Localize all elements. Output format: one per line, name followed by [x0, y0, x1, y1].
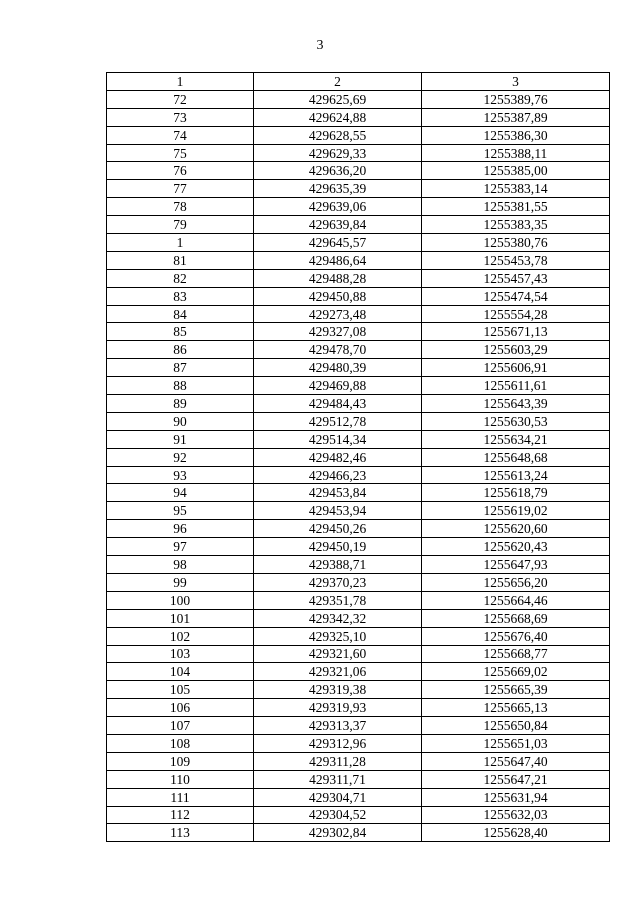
- point-number-cell: 107: [107, 717, 254, 735]
- table-row: [107, 198, 610, 216]
- x-coordinate-cell: 429302,84: [254, 824, 422, 842]
- y-coordinate-cell: 1255671,13: [422, 323, 610, 341]
- table-row: [107, 734, 610, 752]
- x-coordinate-cell: 429304,52: [254, 806, 422, 824]
- point-number-cell: 72: [107, 90, 254, 108]
- y-coordinate-cell: 1255631,94: [422, 788, 610, 806]
- table-row: [107, 538, 610, 556]
- point-number-cell: 1: [107, 234, 254, 252]
- point-number-cell: 78: [107, 198, 254, 216]
- point-number-cell: 108: [107, 734, 254, 752]
- point-number-cell: 92: [107, 448, 254, 466]
- table-header: [107, 73, 610, 91]
- x-coordinate-cell: 429484,43: [254, 395, 422, 413]
- y-coordinate-cell: 1255385,00: [422, 162, 610, 180]
- table-row: [107, 234, 610, 252]
- x-coordinate-cell: 429639,84: [254, 216, 422, 234]
- y-coordinate-cell: 1255628,40: [422, 824, 610, 842]
- table-row: [107, 699, 610, 717]
- table-row: [107, 305, 610, 323]
- table-row: [107, 752, 610, 770]
- y-coordinate-cell: 1255619,02: [422, 502, 610, 520]
- point-number-cell: 100: [107, 591, 254, 609]
- x-coordinate-cell: 429636,20: [254, 162, 422, 180]
- table-row: [107, 216, 610, 234]
- y-coordinate-cell: 1255668,77: [422, 645, 610, 663]
- point-number-cell: 75: [107, 144, 254, 162]
- y-coordinate-cell: 1255668,69: [422, 609, 610, 627]
- point-number-cell: 86: [107, 341, 254, 359]
- table-row: [107, 591, 610, 609]
- y-coordinate-cell: 1255380,76: [422, 234, 610, 252]
- point-number-cell: 97: [107, 538, 254, 556]
- column-header-3: 3: [422, 73, 610, 91]
- y-coordinate-cell: 1255603,29: [422, 341, 610, 359]
- point-number-cell: 111: [107, 788, 254, 806]
- table-body: [107, 90, 610, 841]
- point-number-cell: 93: [107, 466, 254, 484]
- x-coordinate-cell: 429450,26: [254, 520, 422, 538]
- x-coordinate-cell: 429639,06: [254, 198, 422, 216]
- y-coordinate-cell: 1255656,20: [422, 573, 610, 591]
- column-header-2: 2: [254, 73, 422, 91]
- point-number-cell: 82: [107, 269, 254, 287]
- point-number-cell: 112: [107, 806, 254, 824]
- table-row: [107, 377, 610, 395]
- y-coordinate-cell: 1255611,61: [422, 377, 610, 395]
- point-number-cell: 96: [107, 520, 254, 538]
- x-coordinate-cell: 429645,57: [254, 234, 422, 252]
- point-number-cell: 84: [107, 305, 254, 323]
- y-coordinate-cell: 1255620,60: [422, 520, 610, 538]
- table-row: [107, 269, 610, 287]
- x-coordinate-cell: 429486,64: [254, 251, 422, 269]
- table-row: [107, 520, 610, 538]
- y-coordinate-cell: 1255457,43: [422, 269, 610, 287]
- table-row: [107, 287, 610, 305]
- table-row: [107, 645, 610, 663]
- table-row: [107, 430, 610, 448]
- y-coordinate-cell: 1255665,39: [422, 681, 610, 699]
- table-row: [107, 663, 610, 681]
- y-coordinate-cell: 1255647,21: [422, 770, 610, 788]
- y-coordinate-cell: 1255386,30: [422, 126, 610, 144]
- point-number-cell: 79: [107, 216, 254, 234]
- table-row: [107, 824, 610, 842]
- x-coordinate-cell: 429319,93: [254, 699, 422, 717]
- point-number-cell: 73: [107, 108, 254, 126]
- x-coordinate-cell: 429321,60: [254, 645, 422, 663]
- x-coordinate-cell: 429635,39: [254, 180, 422, 198]
- x-coordinate-cell: 429370,23: [254, 573, 422, 591]
- x-coordinate-cell: 429311,71: [254, 770, 422, 788]
- x-coordinate-cell: 429273,48: [254, 305, 422, 323]
- x-coordinate-cell: 429327,08: [254, 323, 422, 341]
- table-row: [107, 466, 610, 484]
- table-row: [107, 395, 610, 413]
- x-coordinate-cell: 429466,23: [254, 466, 422, 484]
- table-row: [107, 717, 610, 735]
- y-coordinate-cell: 1255381,55: [422, 198, 610, 216]
- y-coordinate-cell: 1255650,84: [422, 717, 610, 735]
- x-coordinate-cell: 429325,10: [254, 627, 422, 645]
- table-row: [107, 126, 610, 144]
- x-coordinate-cell: 429625,69: [254, 90, 422, 108]
- x-coordinate-cell: 429629,33: [254, 144, 422, 162]
- point-number-cell: 109: [107, 752, 254, 770]
- point-number-cell: 101: [107, 609, 254, 627]
- x-coordinate-cell: 429480,39: [254, 359, 422, 377]
- table-row: [107, 323, 610, 341]
- point-number-cell: 110: [107, 770, 254, 788]
- table-row: [107, 180, 610, 198]
- x-coordinate-cell: 429342,32: [254, 609, 422, 627]
- y-coordinate-cell: 1255632,03: [422, 806, 610, 824]
- point-number-cell: 83: [107, 287, 254, 305]
- y-coordinate-cell: 1255453,78: [422, 251, 610, 269]
- x-coordinate-cell: 429312,96: [254, 734, 422, 752]
- y-coordinate-cell: 1255383,35: [422, 216, 610, 234]
- table-row: [107, 770, 610, 788]
- y-coordinate-cell: 1255647,40: [422, 752, 610, 770]
- table-row: [107, 90, 610, 108]
- point-number-cell: 76: [107, 162, 254, 180]
- y-coordinate-cell: 1255676,40: [422, 627, 610, 645]
- x-coordinate-cell: 429304,71: [254, 788, 422, 806]
- table-row: [107, 359, 610, 377]
- table-row: [107, 556, 610, 574]
- y-coordinate-cell: 1255651,03: [422, 734, 610, 752]
- x-coordinate-cell: 429311,28: [254, 752, 422, 770]
- point-number-cell: 106: [107, 699, 254, 717]
- x-coordinate-cell: 429319,38: [254, 681, 422, 699]
- table-row: [107, 806, 610, 824]
- x-coordinate-cell: 429450,19: [254, 538, 422, 556]
- table-row: [107, 144, 610, 162]
- table-row: [107, 448, 610, 466]
- x-coordinate-cell: 429488,28: [254, 269, 422, 287]
- x-coordinate-cell: 429512,78: [254, 412, 422, 430]
- point-number-cell: 99: [107, 573, 254, 591]
- y-coordinate-cell: 1255554,28: [422, 305, 610, 323]
- y-coordinate-cell: 1255630,53: [422, 412, 610, 430]
- point-number-cell: 103: [107, 645, 254, 663]
- x-coordinate-cell: 429453,94: [254, 502, 422, 520]
- y-coordinate-cell: 1255474,54: [422, 287, 610, 305]
- table-row: [107, 251, 610, 269]
- coordinates-table: [106, 72, 610, 842]
- point-number-cell: 87: [107, 359, 254, 377]
- x-coordinate-cell: 429628,55: [254, 126, 422, 144]
- column-header-1: 1: [107, 73, 254, 91]
- x-coordinate-cell: 429313,37: [254, 717, 422, 735]
- x-coordinate-cell: 429478,70: [254, 341, 422, 359]
- x-coordinate-cell: 429482,46: [254, 448, 422, 466]
- x-coordinate-cell: 429321,06: [254, 663, 422, 681]
- table-row: [107, 341, 610, 359]
- page-number: 3: [316, 38, 324, 53]
- point-number-cell: 104: [107, 663, 254, 681]
- point-number-cell: 88: [107, 377, 254, 395]
- point-number-cell: 90: [107, 412, 254, 430]
- table-row: [107, 108, 610, 126]
- point-number-cell: 81: [107, 251, 254, 269]
- table-row: [107, 609, 610, 627]
- point-number-cell: 77: [107, 180, 254, 198]
- table-row: [107, 681, 610, 699]
- header-row: [107, 73, 610, 91]
- y-coordinate-cell: 1255618,79: [422, 484, 610, 502]
- y-coordinate-cell: 1255389,76: [422, 90, 610, 108]
- x-coordinate-cell: 429388,71: [254, 556, 422, 574]
- y-coordinate-cell: 1255634,21: [422, 430, 610, 448]
- y-coordinate-cell: 1255665,13: [422, 699, 610, 717]
- point-number-cell: 85: [107, 323, 254, 341]
- point-number-cell: 94: [107, 484, 254, 502]
- y-coordinate-cell: 1255669,02: [422, 663, 610, 681]
- table-row: [107, 788, 610, 806]
- table-row: [107, 502, 610, 520]
- y-coordinate-cell: 1255664,46: [422, 591, 610, 609]
- y-coordinate-cell: 1255648,68: [422, 448, 610, 466]
- x-coordinate-cell: 429453,84: [254, 484, 422, 502]
- table-row: [107, 162, 610, 180]
- x-coordinate-cell: 429514,34: [254, 430, 422, 448]
- y-coordinate-cell: 1255647,93: [422, 556, 610, 574]
- y-coordinate-cell: 1255383,14: [422, 180, 610, 198]
- table-row: [107, 627, 610, 645]
- y-coordinate-cell: 1255620,43: [422, 538, 610, 556]
- x-coordinate-cell: 429469,88: [254, 377, 422, 395]
- x-coordinate-cell: 429624,88: [254, 108, 422, 126]
- point-number-cell: 98: [107, 556, 254, 574]
- y-coordinate-cell: 1255606,91: [422, 359, 610, 377]
- table-row: [107, 412, 610, 430]
- point-number-cell: 102: [107, 627, 254, 645]
- table-row: [107, 484, 610, 502]
- point-number-cell: 113: [107, 824, 254, 842]
- table-row: [107, 573, 610, 591]
- x-coordinate-cell: 429351,78: [254, 591, 422, 609]
- y-coordinate-cell: 1255613,24: [422, 466, 610, 484]
- y-coordinate-cell: 1255388,11: [422, 144, 610, 162]
- point-number-cell: 105: [107, 681, 254, 699]
- point-number-cell: 89: [107, 395, 254, 413]
- y-coordinate-cell: 1255387,89: [422, 108, 610, 126]
- point-number-cell: 74: [107, 126, 254, 144]
- x-coordinate-cell: 429450,88: [254, 287, 422, 305]
- point-number-cell: 91: [107, 430, 254, 448]
- point-number-cell: 95: [107, 502, 254, 520]
- y-coordinate-cell: 1255643,39: [422, 395, 610, 413]
